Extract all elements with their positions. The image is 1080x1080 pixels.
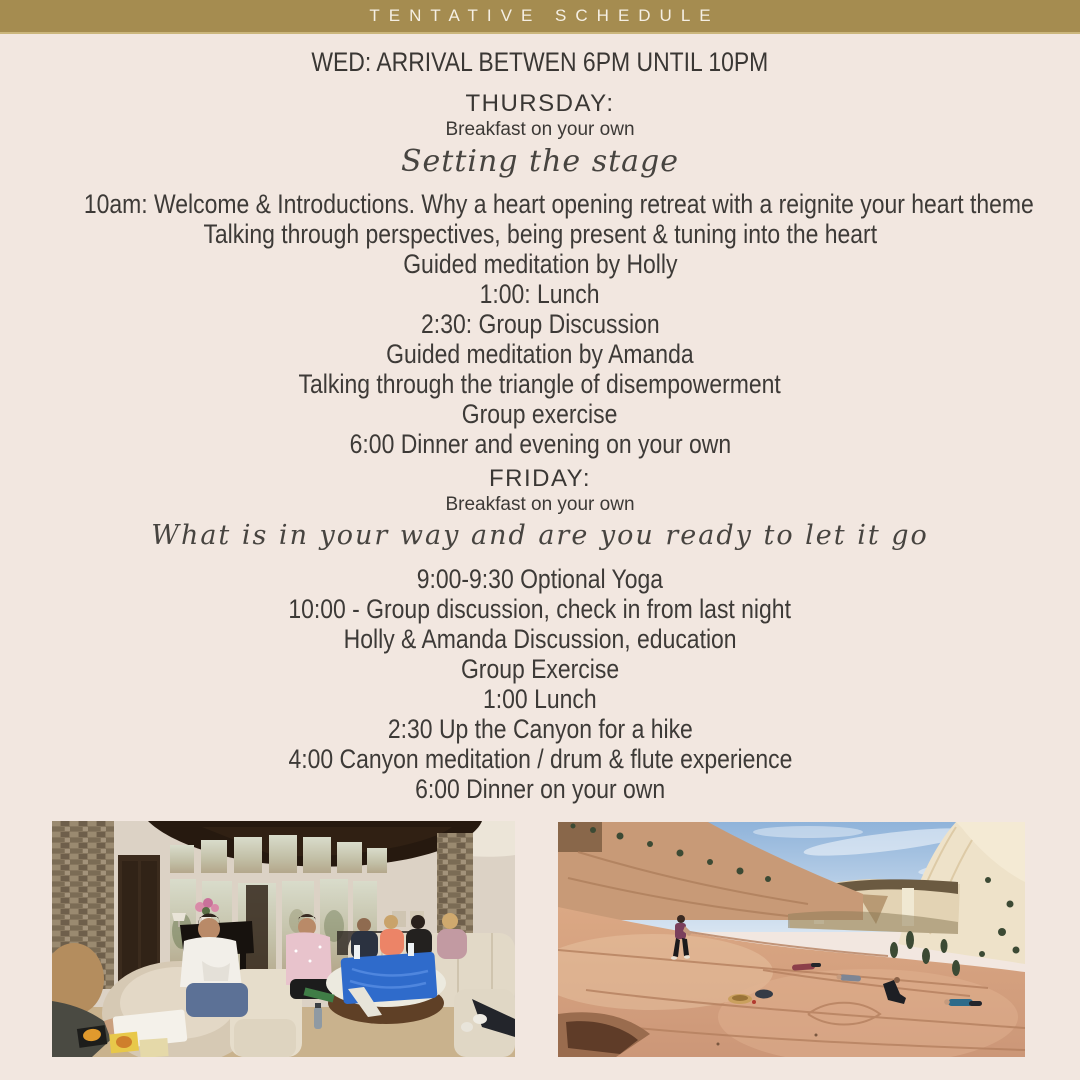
friday-schedule-list (0, 564, 1080, 804)
schedule-line: Group exercise (462, 399, 618, 429)
schedule-line: 6:00 Dinner on your own (414, 774, 666, 804)
schedule-line: 4:00 Canyon meditation / drum & flute experience (288, 744, 792, 774)
living-room-illustration (52, 821, 515, 1057)
banner-title: TENTATIVE SCHEDULE (0, 0, 1080, 34)
schedule-line: Guided meditation by Holly (402, 249, 678, 279)
arrival-line: WED: ARRIVAL BETWEN 6PM UNTIL 10PM (311, 47, 769, 77)
canyon-illustration (558, 822, 1025, 1057)
schedule-line: 2:30: Group Discussion (420, 309, 660, 339)
theme-thursday: Setting the stage (400, 144, 680, 179)
schedule-line: 2:30 Up the Canyon for a hike (387, 714, 693, 744)
thursday-schedule-list (0, 189, 1080, 459)
schedule-line: 10am: Welcome & Introductions. Why a heart opening retreat with a reignite your heart theme (83, 189, 1034, 219)
photo-living-room-session (52, 821, 515, 1057)
schedule-line: 1:00 Lunch (483, 684, 597, 714)
schedule-line: Group Exercise (460, 654, 620, 684)
day-heading-thursday: THURSDAY: (465, 90, 615, 117)
schedule-line: 1:00: Lunch (480, 279, 600, 309)
breakfast-note-friday: Breakfast on your own (445, 494, 635, 515)
schedule-line: Guided meditation by Amanda (386, 339, 694, 369)
day-heading-friday: FRIDAY: (488, 465, 592, 492)
schedule-line: 6:00 Dinner and evening on your own (349, 429, 731, 459)
photo-canyon-meditation (558, 822, 1025, 1057)
breakfast-note-thursday: Breakfast on your own (445, 119, 635, 140)
schedule-line: 10:00 - Group discussion, check in from last night (288, 594, 792, 624)
schedule-line: Talking through perspectives, being present & tuning into the heart (203, 219, 877, 249)
schedule-line: Talking through the triangle of disempowerment (298, 369, 782, 399)
theme-friday: What is in your way and are you ready to let it go (151, 520, 929, 551)
schedule-line: Holly & Amanda Discussion, education (343, 624, 737, 654)
schedule-line: 9:00-9:30 Optional Yoga (416, 564, 664, 594)
